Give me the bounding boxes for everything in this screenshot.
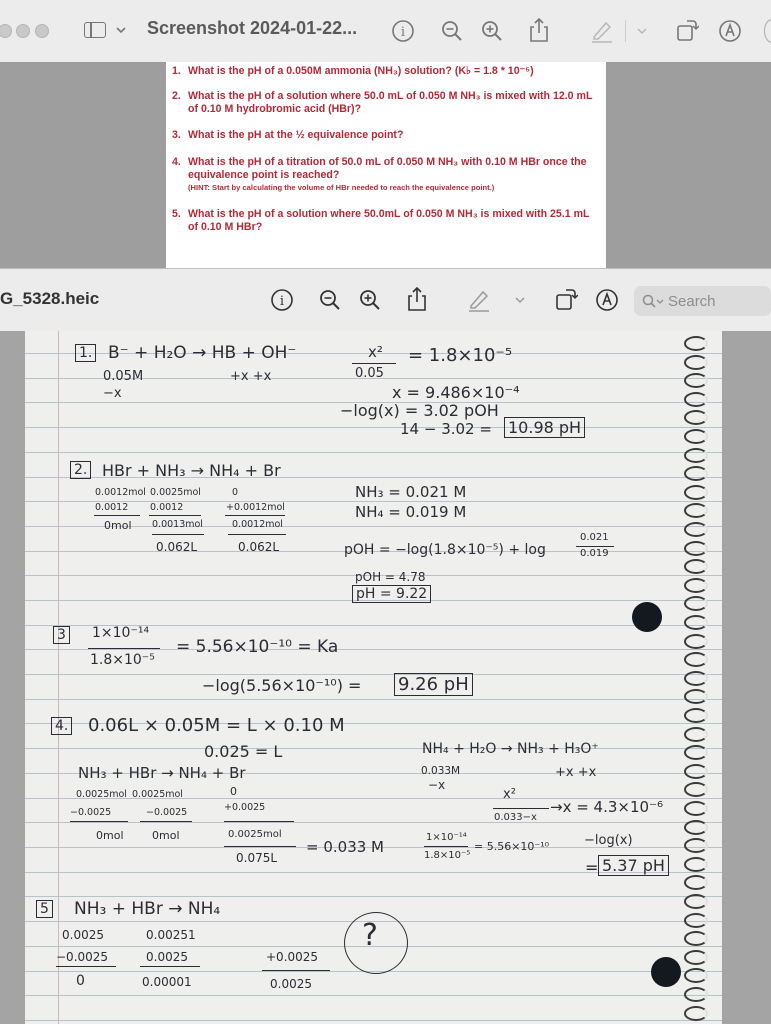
spiral-ring	[684, 745, 708, 760]
question-item: 3. What is the pH at the ½ equivalence point?	[172, 129, 404, 141]
zoom-in-icon[interactable]	[480, 19, 504, 43]
punch-hole	[651, 957, 681, 987]
question-item: 1. What is the pH of a 0.050M ammonia (NH₃) solution? (K♭ = 1.8 * 10⁻⁵)	[172, 65, 534, 77]
annotate-icon[interactable]	[595, 288, 619, 312]
spiral-ring	[684, 727, 708, 742]
ruled-line	[25, 452, 722, 453]
ruled-line	[25, 748, 722, 749]
search-placeholder: Search	[668, 293, 716, 310]
zoom-window-button[interactable]	[35, 24, 49, 38]
question-item: 2. What is the pH of a solution where 50.0 mL of 0.050 M NH₃ is mixed with 12.0 mL of 0.10 M hydrobromic acid (HBr)?	[172, 90, 593, 115]
spiral-ring	[684, 857, 708, 872]
sidebar-icon[interactable]	[84, 22, 106, 38]
problem-4-label: 4.	[51, 717, 72, 735]
spiral-ring	[684, 894, 708, 909]
spiral-ring	[684, 652, 708, 667]
spiral-ring	[684, 1006, 708, 1021]
close-window-button[interactable]	[0, 24, 12, 38]
spiral-ring	[684, 410, 708, 425]
spiral-ring	[684, 485, 708, 500]
spiral-ring	[684, 429, 708, 444]
spiral-ring	[684, 373, 708, 388]
spiral-ring	[684, 801, 708, 816]
spiral-ring	[684, 931, 708, 946]
annotate-icon[interactable]	[718, 19, 742, 43]
problem-2-answer: pH = 9.22	[352, 585, 431, 603]
chevron-down-icon[interactable]	[637, 26, 647, 36]
problem-1-answer: 10.98 pH	[504, 417, 585, 438]
markup-icon[interactable]	[590, 19, 614, 43]
problem-3-label: 3	[53, 626, 70, 644]
spiral-ring	[684, 913, 708, 928]
share-icon[interactable]	[528, 17, 550, 43]
problem-1-equation: B⁻ + H₂O → HB + OH⁻	[108, 343, 297, 363]
spiral-ring	[684, 522, 708, 537]
spiral-ring	[684, 615, 708, 630]
preview-toolbar-top	[0, 0, 771, 63]
spiral-ring	[684, 764, 708, 779]
spiral-ring	[684, 336, 708, 351]
problem-4-equation: NH₃ + HBr → NH₄ + Br	[78, 764, 246, 782]
spiral-ring	[684, 541, 708, 556]
problem-2-label: 2.	[70, 461, 91, 479]
problem-3-answer: 9.26 pH	[394, 673, 473, 696]
problem-5-equation: NH₃ + HBr → NH₄	[74, 899, 221, 919]
minimize-window-button[interactable]	[16, 24, 30, 38]
zoom-in-icon[interactable]	[358, 288, 382, 312]
ruled-line	[25, 995, 722, 996]
spiral-ring	[684, 820, 708, 835]
spiral-ring	[684, 689, 708, 704]
spiral-ring	[684, 634, 708, 649]
punch-hole	[632, 602, 662, 632]
share-icon[interactable]	[406, 286, 428, 312]
zoom-out-icon[interactable]	[318, 288, 342, 312]
problem-1-label: 1.	[75, 344, 96, 362]
spiral-ring	[684, 782, 708, 797]
ruled-line	[25, 1020, 722, 1021]
ruled-line	[25, 674, 722, 675]
spiral-ring	[684, 950, 708, 965]
svg-text:i: i	[279, 294, 285, 309]
spiral-ring	[684, 838, 708, 853]
spiral-ring	[684, 559, 708, 574]
spiral-ring	[684, 671, 708, 686]
ruled-line	[25, 501, 722, 502]
window-title: G_5328.heic	[0, 289, 100, 308]
question-item: 5. What is the pH of a solution where 50.0mL of 0.050 M NH₃ is mixed with 25.1 mL of 0.10 M HBr?	[172, 208, 590, 233]
question-item: 4. What is the pH of a titration of 50.0 mL of 0.050 M NH₃ with 0.10 M HBr once the equivalence point is reached? (HINT: Start by calculating the volume of HBr needed to reach the equivalence point.)	[172, 156, 597, 195]
ruled-line	[25, 896, 722, 897]
spiral-ring	[684, 596, 708, 611]
info-icon[interactable]	[270, 288, 294, 312]
preview-toolbar-second	[0, 268, 771, 332]
spiral-ring	[684, 503, 708, 518]
ruled-line	[25, 427, 722, 428]
hint-text: (HINT: Start by calculating the volume of HBr needed to reach the equivalence point.)	[188, 183, 495, 192]
chevron-down-icon[interactable]	[515, 295, 525, 305]
problem-5-label: 5	[36, 900, 53, 918]
search-field[interactable]	[634, 286, 771, 316]
spiral-ring	[684, 466, 708, 481]
search-icon	[642, 294, 664, 310]
problem-2-equation: HBr + NH₃ → NH₄ + Br	[102, 461, 281, 480]
question-sheet	[166, 62, 606, 268]
spiral-ring	[684, 355, 708, 370]
spiral-ring	[684, 392, 708, 407]
svg-text:i: i	[400, 25, 406, 40]
info-icon[interactable]	[391, 19, 415, 43]
window-title: Screenshot 2024-01-22...	[147, 18, 358, 38]
rotate-icon[interactable]	[554, 287, 578, 311]
spiral-ring	[684, 875, 708, 890]
rotate-icon[interactable]	[675, 18, 699, 42]
problem-4-answer: 5.37 pH	[598, 855, 669, 876]
spiral-ring	[684, 578, 708, 593]
search-icon[interactable]	[764, 19, 771, 43]
ruled-line	[25, 822, 722, 823]
spiral-ring	[684, 448, 708, 463]
zoom-out-icon[interactable]	[440, 19, 464, 43]
spiral-ring	[684, 987, 708, 1002]
markup-icon[interactable]	[467, 288, 491, 312]
spiral-ring	[684, 708, 708, 723]
chevron-down-icon[interactable]	[116, 25, 126, 35]
ruled-line	[25, 699, 722, 700]
spiral-ring	[684, 968, 708, 983]
ruled-line	[25, 649, 722, 650]
